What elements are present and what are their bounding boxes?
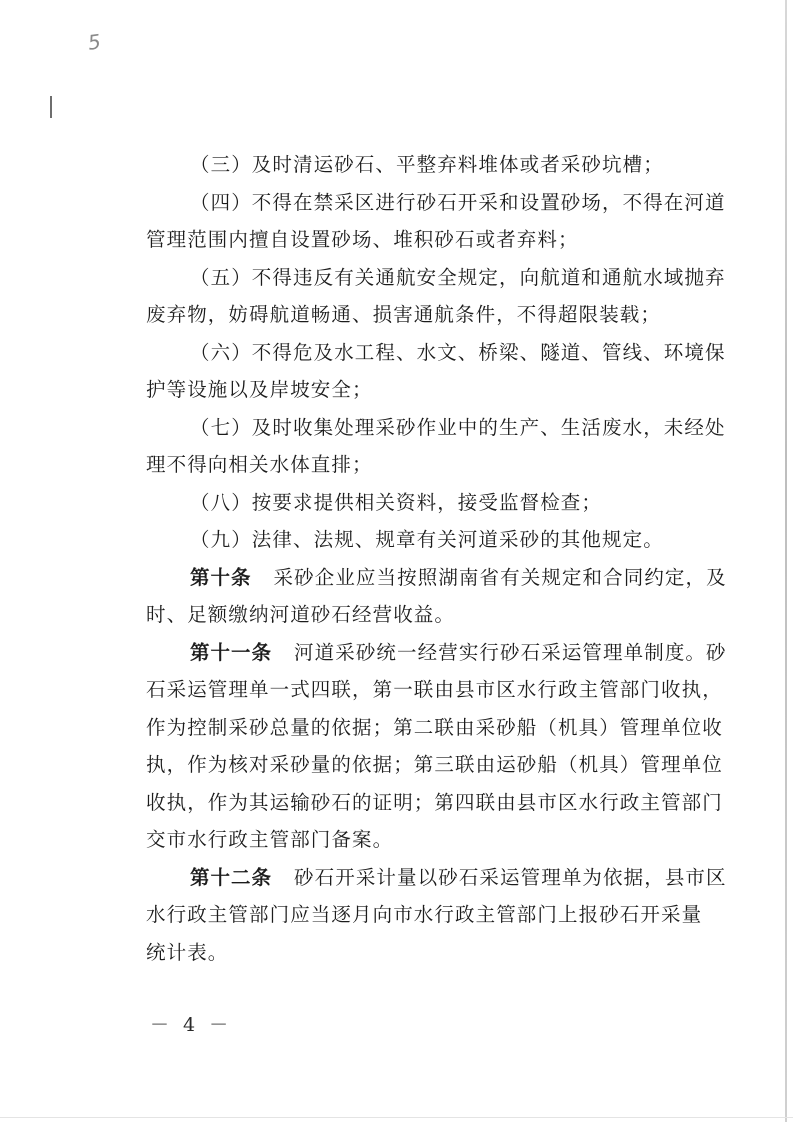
article-10-line-1	[150, 559, 740, 597]
article-11-line-4: 执，作为核对采砂量的依据；第三联由运砂船（机具）管理单位	[146, 753, 723, 776]
scan-edge	[785, 0, 787, 1122]
item-3: （三）及时清运砂石、平整弃料堆体或者采砂坑槽；	[190, 153, 664, 176]
article-11-line-6: 交市水行政主管部门备案。	[146, 828, 394, 851]
article-11-line-5: 收执，作为其运输砂石的证明；第四联由县市区水行政主管部门	[146, 790, 723, 814]
article-11-line-3: 作为控制采砂总量的依据；第二联由采砂船（机具）管理单位收	[146, 715, 723, 739]
article-12-line-2: 水行政主管部门应当逐月向市水行政主管部门上报砂石开采量	[146, 903, 703, 926]
article-10-text: 采砂企业应当按照湖南省有关规定和合同约定，及	[273, 565, 727, 589]
article-11-text: 河道采砂统一经营实行砂石采运管理单制度。砂	[294, 640, 727, 664]
scan-edge-bottom	[0, 1117, 793, 1118]
item-4-line-2: 管理范围内擅自设置砂场、堆积砂石或者弃料；	[146, 228, 579, 251]
article-12-line-1	[150, 859, 740, 897]
article-12-text: 砂石开采计量以砂石采运管理单为依据，县市区	[294, 865, 727, 889]
page-number: － 4 －	[150, 1014, 233, 1036]
item-7-line-1: （七）及时收集处理采砂作业中的生产、生活废水，未经处	[190, 415, 726, 439]
article-12-heading: 第十二条	[190, 865, 273, 889]
article-10-line-2: 时、足额缴纳河道砂石经营收益。	[146, 603, 456, 626]
article-12-line-3: 统计表。	[146, 940, 229, 964]
item-7-line-2: 理不得向相关水体直排；	[146, 453, 373, 476]
item-6-line-2: 护等设施以及岸坡安全；	[146, 378, 373, 401]
article-11-line-2: 石采运管理单一式四联，第一联由县市区水行政主管部门收执，	[146, 678, 723, 701]
article-11-line-1	[150, 634, 740, 672]
article-10-heading: 第十条	[190, 565, 252, 589]
item-5-line-1: （五）不得违反有关通航安全规定，向航道和通航水域抛弃	[190, 265, 726, 289]
item-6-line-1: （六）不得危及水工程、水文、桥梁、隧道、管线、环境保	[190, 340, 726, 364]
article-11-heading: 第十一条	[190, 640, 273, 664]
item-9: （九）法律、法规、规章有关河道采砂的其他规定。	[190, 528, 664, 551]
item-8: （八）按要求提供相关资料，接受监督检查；	[190, 490, 603, 514]
item-5-line-2: 废弃物，妨碍航道畅通、损害通航条件，不得超限装载；	[146, 303, 662, 326]
handwritten-page-mark: 5	[86, 29, 103, 55]
document-body	[146, 146, 740, 971]
margin-pen-mark	[50, 96, 52, 118]
item-4-line-1: （四）不得在禁采区进行砂石开采和设置砂场，不得在河道	[190, 190, 726, 214]
